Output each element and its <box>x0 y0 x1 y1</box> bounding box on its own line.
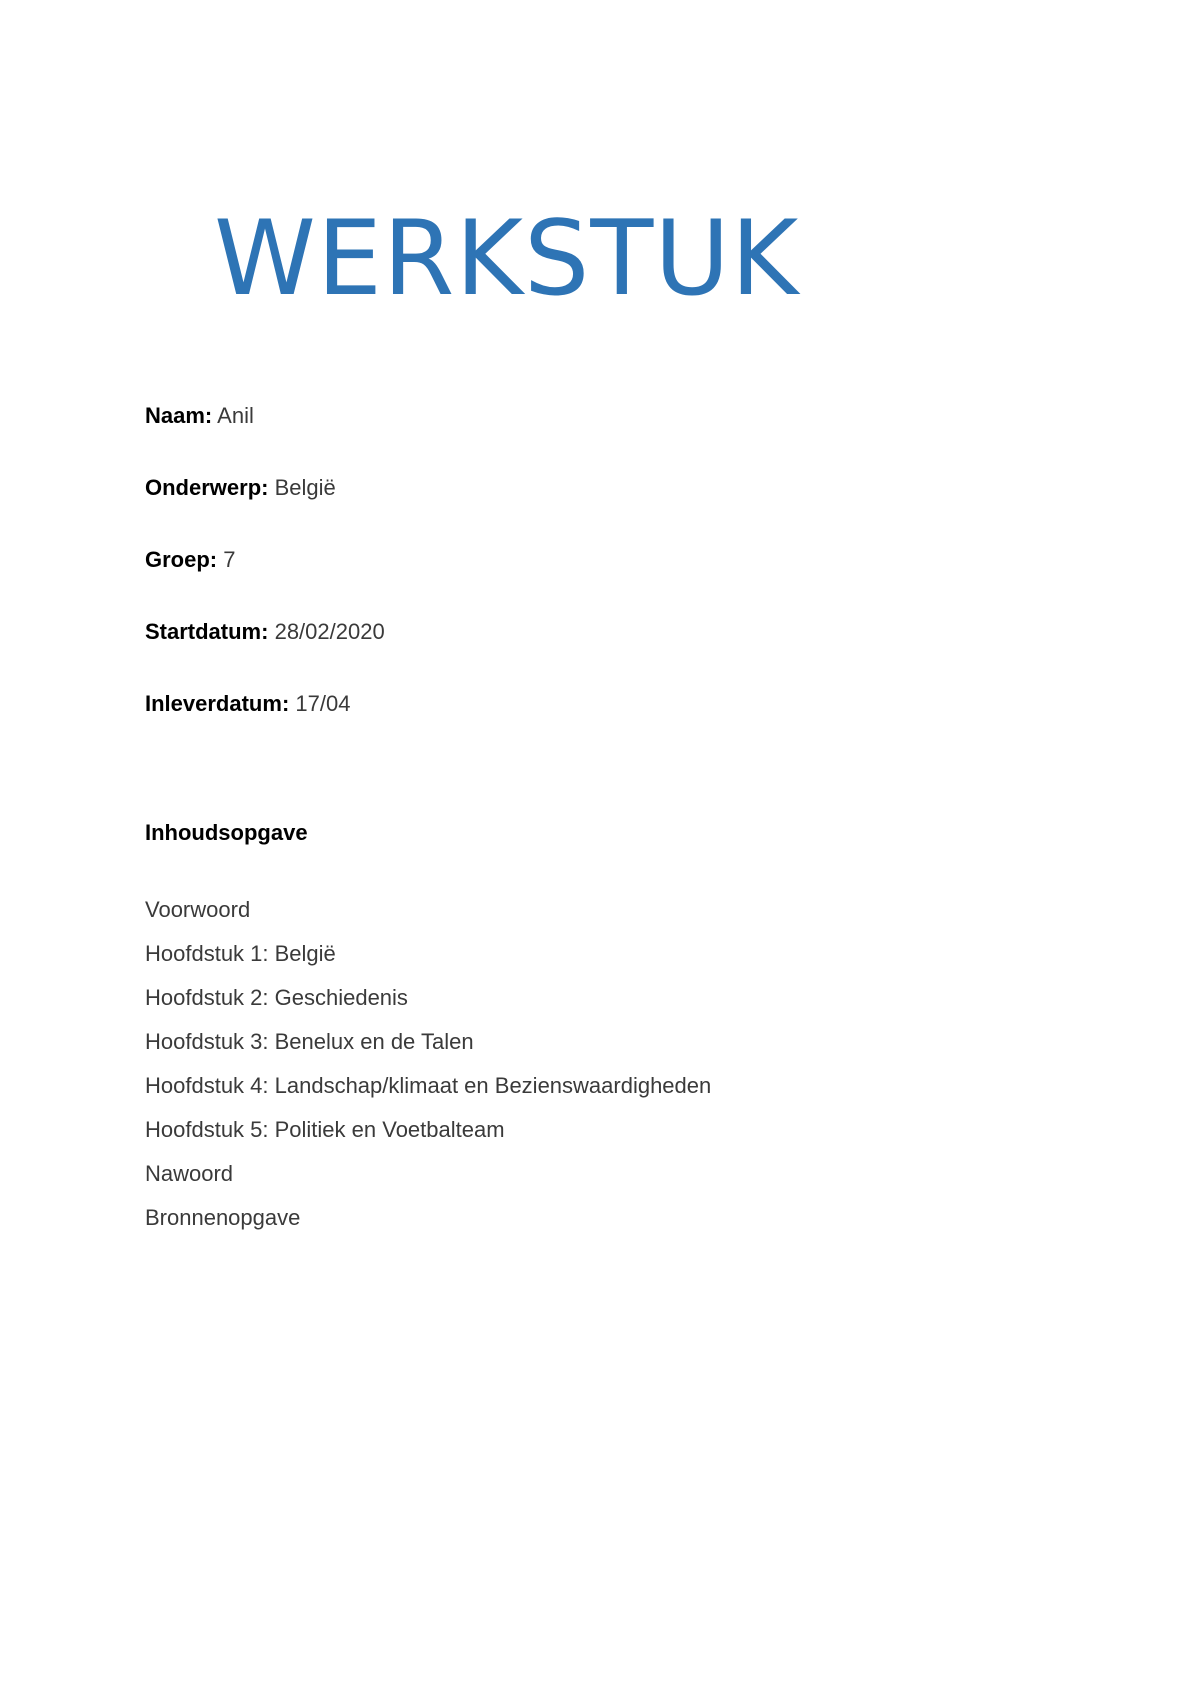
table-of-contents <box>145 888 711 1240</box>
field-label: Naam <box>145 403 205 428</box>
field-value: 17/04 <box>295 691 351 716</box>
field-label: Groep <box>145 547 210 572</box>
toc-item: Voorwoord <box>145 897 251 922</box>
field-label: Inleverdatum <box>145 691 282 716</box>
toc-heading: Inhoudsopgave <box>145 820 308 845</box>
toc-item: Bronnenopgave <box>145 1205 301 1230</box>
toc-item: Hoofdstuk 2: Geschiedenis <box>145 985 408 1010</box>
field-separator: : <box>261 619 269 644</box>
field-value: 28/02/2020 <box>274 619 385 644</box>
field-startdatum <box>145 618 385 646</box>
field-separator: : <box>204 403 213 428</box>
field-value: 7 <box>223 547 236 572</box>
field-label: Onderwerp <box>145 475 262 500</box>
field-onderwerp <box>145 474 336 502</box>
field-separator: : <box>281 691 290 716</box>
field-label: Startdatum <box>145 619 262 644</box>
document-title: WERKSTUK <box>214 199 800 319</box>
field-value: België <box>274 475 336 500</box>
toc-item: Hoofdstuk 4: Landschap/klimaat en Bezienswaardigheden <box>145 1073 712 1098</box>
toc-item: Hoofdstuk 5: Politiek en Voetbalteam <box>145 1117 505 1142</box>
field-value: Anil <box>217 403 254 428</box>
field-groep <box>145 546 236 574</box>
toc-item: Nawoord <box>145 1161 234 1186</box>
field-inleverdatum <box>145 690 350 718</box>
toc-item: Hoofdstuk 1: België <box>145 941 336 966</box>
toc-item: Hoofdstuk 3: Benelux en de Talen <box>145 1029 474 1054</box>
field-separator: : <box>261 475 269 500</box>
field-separator: : <box>209 547 218 572</box>
field-naam <box>145 402 254 430</box>
